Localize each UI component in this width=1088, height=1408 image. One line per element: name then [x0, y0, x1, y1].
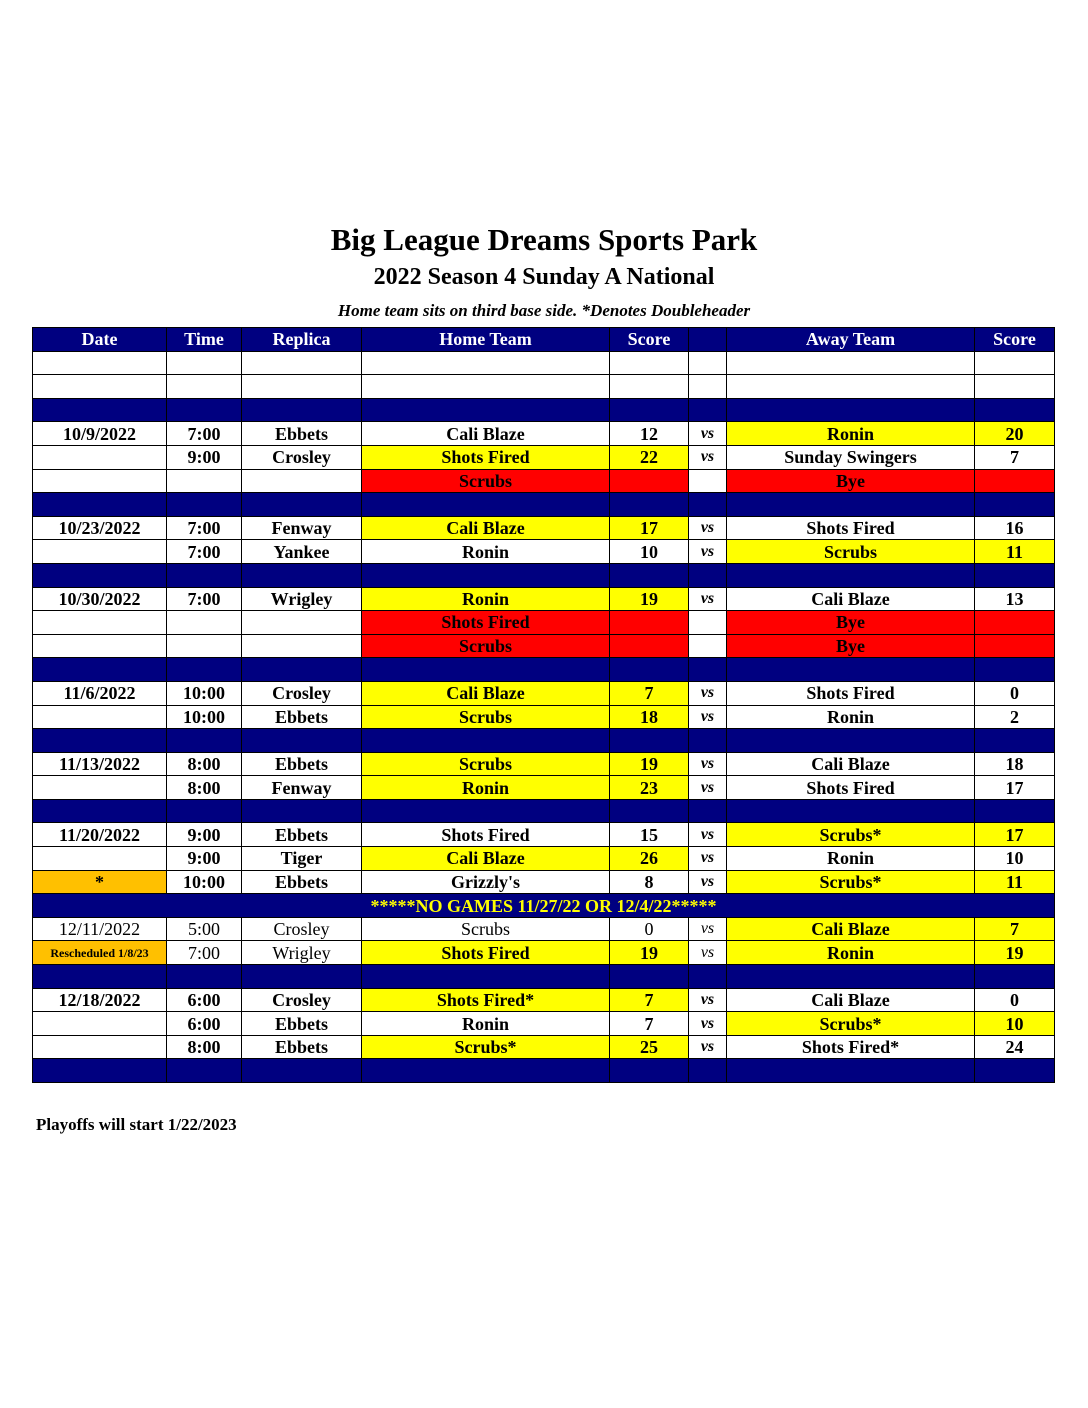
home-team-cell: Shots Fired: [362, 941, 610, 965]
home-team-cell: Scrubs: [362, 469, 610, 493]
empty-cell: [167, 563, 242, 587]
date-cell: 11/13/2022: [33, 752, 167, 776]
away-team-cell: Scrubs: [727, 540, 975, 564]
away-team-cell: Shots Fired: [727, 776, 975, 800]
away-score-cell: 10: [975, 1012, 1055, 1036]
time-cell: 8:00: [167, 776, 242, 800]
home-team-cell: Cali Blaze: [362, 516, 610, 540]
empty-cell: [610, 351, 689, 375]
replica-cell: Wrigley: [242, 587, 362, 611]
home-team-cell: Shots Fired*: [362, 988, 610, 1012]
home-score-cell: [610, 469, 689, 493]
replica-cell: Crosley: [242, 917, 362, 941]
home-team-cell: Scrubs: [362, 917, 610, 941]
replica-cell: Wrigley: [242, 941, 362, 965]
empty-cell: [167, 658, 242, 682]
vs-cell: vs: [689, 847, 727, 871]
replica-cell: [242, 469, 362, 493]
game-row: [33, 516, 1055, 540]
date-cell: [33, 540, 167, 564]
away-score-cell: [975, 611, 1055, 635]
replica-cell: Fenway: [242, 776, 362, 800]
empty-cell: [727, 351, 975, 375]
home-score-cell: 19: [610, 941, 689, 965]
game-row: [33, 422, 1055, 446]
empty-cell: [33, 965, 167, 989]
home-team-cell: Grizzly's: [362, 870, 610, 894]
game-row: [33, 705, 1055, 729]
separator-row: [33, 729, 1055, 753]
vs-cell: [689, 611, 727, 635]
away-team-cell: Cali Blaze: [727, 988, 975, 1012]
empty-cell: [33, 658, 167, 682]
empty-cell: [975, 351, 1055, 375]
home-score-cell: 18: [610, 705, 689, 729]
no-games-row: [33, 894, 1055, 918]
home-team-cell: Cali Blaze: [362, 422, 610, 446]
home-score-cell: [610, 634, 689, 658]
empty-cell: [689, 398, 727, 422]
away-score-cell: 19: [975, 941, 1055, 965]
away-score-cell: [975, 469, 1055, 493]
empty-cell: [727, 375, 975, 399]
empty-cell: [975, 375, 1055, 399]
away-team-cell: Scrubs*: [727, 870, 975, 894]
home-score-cell: 7: [610, 1012, 689, 1036]
time-cell: 10:00: [167, 870, 242, 894]
replica-cell: Ebbets: [242, 752, 362, 776]
vs-cell: vs: [689, 823, 727, 847]
game-row: [33, 776, 1055, 800]
empty-cell: [33, 563, 167, 587]
away-team-cell: Bye: [727, 611, 975, 635]
home-team-cell: Shots Fired: [362, 823, 610, 847]
date-cell: 12/18/2022: [33, 988, 167, 1012]
time-cell: 10:00: [167, 681, 242, 705]
time-cell: 8:00: [167, 752, 242, 776]
empty-cell: [33, 398, 167, 422]
replica-cell: [242, 611, 362, 635]
home-score-cell: 22: [610, 445, 689, 469]
empty-cell: [610, 729, 689, 753]
away-team-cell: Sunday Swingers: [727, 445, 975, 469]
away-score-cell: 11: [975, 870, 1055, 894]
empty-cell: [33, 1059, 167, 1083]
game-row: [33, 587, 1055, 611]
empty-cell: [33, 493, 167, 517]
time-cell: 10:00: [167, 705, 242, 729]
empty-cell: [610, 1059, 689, 1083]
empty-cell: [242, 563, 362, 587]
away-team-cell: Cali Blaze: [727, 917, 975, 941]
empty-cell: [689, 658, 727, 682]
bye-row: [33, 611, 1055, 635]
away-score-cell: 7: [975, 917, 1055, 941]
home-score-cell: 17: [610, 516, 689, 540]
column-header: Home Team: [362, 328, 610, 352]
vs-cell: vs: [689, 422, 727, 446]
away-team-cell: Bye: [727, 634, 975, 658]
empty-cell: [610, 658, 689, 682]
replica-cell: Tiger: [242, 847, 362, 871]
separator-row: [33, 799, 1055, 823]
page-title: Big League Dreams Sports Park: [330, 222, 758, 257]
away-score-cell: 13: [975, 587, 1055, 611]
home-team-cell: Scrubs*: [362, 1035, 610, 1059]
bye-row: [33, 469, 1055, 493]
away-team-cell: Scrubs*: [727, 1012, 975, 1036]
empty-cell: [727, 799, 975, 823]
time-cell: 9:00: [167, 823, 242, 847]
separator-row: [33, 965, 1055, 989]
empty-cell: [362, 1059, 610, 1083]
home-team-cell: Ronin: [362, 540, 610, 564]
away-score-cell: 7: [975, 445, 1055, 469]
date-cell: Rescheduled 1/8/23: [33, 941, 167, 965]
empty-cell: [167, 965, 242, 989]
replica-cell: Ebbets: [242, 705, 362, 729]
empty-cell: [362, 351, 610, 375]
vs-cell: vs: [689, 776, 727, 800]
time-cell: 9:00: [167, 847, 242, 871]
empty-cell: [727, 729, 975, 753]
away-team-cell: Ronin: [727, 941, 975, 965]
empty-cell: [689, 799, 727, 823]
blank-row: [33, 351, 1055, 375]
home-score-cell: 19: [610, 587, 689, 611]
vs-cell: vs: [689, 1012, 727, 1036]
home-score-cell: 8: [610, 870, 689, 894]
empty-cell: [167, 729, 242, 753]
game-row: [33, 847, 1055, 871]
home-team-cell: Ronin: [362, 1012, 610, 1036]
date-cell: *: [33, 870, 167, 894]
empty-cell: [167, 493, 242, 517]
empty-cell: [362, 799, 610, 823]
empty-cell: [167, 799, 242, 823]
time-cell: [167, 634, 242, 658]
replica-cell: Fenway: [242, 516, 362, 540]
empty-cell: [610, 398, 689, 422]
empty-cell: [689, 493, 727, 517]
away-team-cell: Bye: [727, 469, 975, 493]
column-header: Time: [167, 328, 242, 352]
empty-cell: [689, 965, 727, 989]
empty-cell: [362, 493, 610, 517]
empty-cell: [975, 563, 1055, 587]
blank-row: [33, 375, 1055, 399]
away-score-cell: 2: [975, 705, 1055, 729]
time-cell: 6:00: [167, 988, 242, 1012]
column-header: Away Team: [727, 328, 975, 352]
empty-cell: [689, 1059, 727, 1083]
empty-cell: [975, 658, 1055, 682]
column-header: Score: [975, 328, 1055, 352]
game-row: [33, 1035, 1055, 1059]
home-team-cell: Scrubs: [362, 752, 610, 776]
empty-cell: [242, 799, 362, 823]
game-row: [33, 823, 1055, 847]
date-cell: [33, 847, 167, 871]
away-team-cell: Cali Blaze: [727, 587, 975, 611]
away-score-cell: 0: [975, 988, 1055, 1012]
empty-cell: [727, 398, 975, 422]
empty-cell: [362, 729, 610, 753]
game-row: [33, 988, 1055, 1012]
game-row: [33, 941, 1055, 965]
date-cell: [33, 611, 167, 635]
empty-cell: [242, 375, 362, 399]
empty-cell: [33, 375, 167, 399]
away-score-cell: [975, 634, 1055, 658]
home-score-cell: 10: [610, 540, 689, 564]
empty-cell: [167, 351, 242, 375]
bye-row: [33, 634, 1055, 658]
replica-cell: [242, 634, 362, 658]
empty-cell: [242, 965, 362, 989]
empty-cell: [242, 729, 362, 753]
game-row: [33, 540, 1055, 564]
empty-cell: [689, 563, 727, 587]
replica-cell: Ebbets: [242, 422, 362, 446]
game-row: [33, 1012, 1055, 1036]
time-cell: 7:00: [167, 422, 242, 446]
date-cell: [33, 705, 167, 729]
empty-cell: [242, 658, 362, 682]
away-team-cell: Ronin: [727, 705, 975, 729]
game-row: [33, 445, 1055, 469]
empty-cell: [362, 658, 610, 682]
empty-cell: [727, 1059, 975, 1083]
away-score-cell: 11: [975, 540, 1055, 564]
date-cell: [33, 776, 167, 800]
replica-cell: Crosley: [242, 988, 362, 1012]
away-team-cell: Cali Blaze: [727, 752, 975, 776]
empty-cell: [689, 351, 727, 375]
away-team-cell: Shots Fired: [727, 681, 975, 705]
replica-cell: Ebbets: [242, 1012, 362, 1036]
home-score-cell: 0: [610, 917, 689, 941]
away-score-cell: 0: [975, 681, 1055, 705]
empty-cell: [610, 965, 689, 989]
empty-cell: [975, 398, 1055, 422]
away-team-cell: Ronin: [727, 422, 975, 446]
time-cell: 9:00: [167, 445, 242, 469]
empty-cell: [242, 1059, 362, 1083]
home-team-cell: Scrubs: [362, 705, 610, 729]
home-score-cell: 7: [610, 681, 689, 705]
empty-cell: [610, 493, 689, 517]
empty-cell: [362, 965, 610, 989]
game-row: [33, 681, 1055, 705]
empty-cell: [689, 375, 727, 399]
home-score-cell: 23: [610, 776, 689, 800]
home-team-cell: Shots Fired: [362, 445, 610, 469]
replica-cell: Crosley: [242, 681, 362, 705]
date-cell: 10/30/2022: [33, 587, 167, 611]
empty-cell: [610, 799, 689, 823]
empty-cell: [167, 375, 242, 399]
page-note: Home team sits on third base side. *Denotes Doubleheader: [337, 301, 751, 320]
column-header: [689, 328, 727, 352]
column-header: Score: [610, 328, 689, 352]
vs-cell: vs: [689, 752, 727, 776]
time-cell: 7:00: [167, 516, 242, 540]
home-team-cell: Ronin: [362, 587, 610, 611]
date-cell: 11/20/2022: [33, 823, 167, 847]
vs-cell: vs: [689, 516, 727, 540]
empty-cell: [362, 375, 610, 399]
empty-cell: [242, 351, 362, 375]
home-team-cell: Cali Blaze: [362, 681, 610, 705]
empty-cell: [727, 493, 975, 517]
game-row: [33, 752, 1055, 776]
empty-cell: [727, 965, 975, 989]
time-cell: [167, 611, 242, 635]
empty-cell: [167, 398, 242, 422]
page-subtitle: 2022 Season 4 Sunday A National: [373, 264, 715, 290]
away-team-cell: Shots Fired*: [727, 1035, 975, 1059]
home-score-cell: 25: [610, 1035, 689, 1059]
vs-cell: vs: [689, 870, 727, 894]
empty-cell: [975, 493, 1055, 517]
replica-cell: Ebbets: [242, 870, 362, 894]
empty-cell: [167, 1059, 242, 1083]
empty-cell: [242, 398, 362, 422]
empty-cell: [362, 398, 610, 422]
date-cell: 12/11/2022: [33, 917, 167, 941]
empty-cell: [975, 965, 1055, 989]
vs-cell: vs: [689, 917, 727, 941]
empty-cell: [975, 729, 1055, 753]
home-score-cell: 12: [610, 422, 689, 446]
time-cell: 7:00: [167, 540, 242, 564]
date-cell: [33, 469, 167, 493]
home-score-cell: 7: [610, 988, 689, 1012]
vs-cell: [689, 634, 727, 658]
home-score-cell: 15: [610, 823, 689, 847]
time-cell: 8:00: [167, 1035, 242, 1059]
empty-cell: [689, 729, 727, 753]
away-score-cell: 10: [975, 847, 1055, 871]
home-team-cell: Cali Blaze: [362, 847, 610, 871]
home-team-cell: Shots Fired: [362, 611, 610, 635]
away-score-cell: 18: [975, 752, 1055, 776]
schedule-table: [32, 327, 1055, 1083]
time-cell: [167, 469, 242, 493]
vs-cell: vs: [689, 705, 727, 729]
away-score-cell: 17: [975, 776, 1055, 800]
date-cell: 10/9/2022: [33, 422, 167, 446]
date-cell: [33, 445, 167, 469]
separator-row: [33, 398, 1055, 422]
no-games-note: *****NO GAMES 11/27/22 OR 12/4/22*****: [33, 894, 1055, 918]
away-score-cell: 16: [975, 516, 1055, 540]
empty-cell: [610, 375, 689, 399]
separator-row: [33, 658, 1055, 682]
time-cell: 7:00: [167, 587, 242, 611]
vs-cell: vs: [689, 681, 727, 705]
away-team-cell: Scrubs*: [727, 823, 975, 847]
away-team-cell: Ronin: [727, 847, 975, 871]
table-header-row: [33, 328, 1055, 352]
home-score-cell: 19: [610, 752, 689, 776]
replica-cell: Crosley: [242, 445, 362, 469]
empty-cell: [33, 799, 167, 823]
date-cell: 10/23/2022: [33, 516, 167, 540]
vs-cell: [689, 469, 727, 493]
separator-row: [33, 563, 1055, 587]
empty-cell: [362, 563, 610, 587]
empty-cell: [727, 563, 975, 587]
column-header: Replica: [242, 328, 362, 352]
empty-cell: [610, 563, 689, 587]
date-cell: 11/6/2022: [33, 681, 167, 705]
vs-cell: vs: [689, 1035, 727, 1059]
home-team-cell: Scrubs: [362, 634, 610, 658]
home-score-cell: 26: [610, 847, 689, 871]
replica-cell: Ebbets: [242, 1035, 362, 1059]
time-cell: 5:00: [167, 917, 242, 941]
separator-row: [33, 1059, 1055, 1083]
home-team-cell: Ronin: [362, 776, 610, 800]
vs-cell: vs: [689, 587, 727, 611]
empty-cell: [727, 658, 975, 682]
home-score-cell: [610, 611, 689, 635]
replica-cell: Ebbets: [242, 823, 362, 847]
empty-cell: [975, 1059, 1055, 1083]
time-cell: 6:00: [167, 1012, 242, 1036]
date-cell: [33, 1035, 167, 1059]
vs-cell: vs: [689, 540, 727, 564]
column-header: Date: [33, 328, 167, 352]
date-cell: [33, 634, 167, 658]
vs-cell: vs: [689, 941, 727, 965]
vs-cell: vs: [689, 988, 727, 1012]
empty-cell: [975, 799, 1055, 823]
separator-row: [33, 493, 1055, 517]
empty-cell: [242, 493, 362, 517]
empty-cell: [33, 351, 167, 375]
away-score-cell: 20: [975, 422, 1055, 446]
away-team-cell: Shots Fired: [727, 516, 975, 540]
game-row: [33, 917, 1055, 941]
game-row: [33, 870, 1055, 894]
vs-cell: vs: [689, 445, 727, 469]
replica-cell: Yankee: [242, 540, 362, 564]
away-score-cell: 24: [975, 1035, 1055, 1059]
date-cell: [33, 1012, 167, 1036]
away-score-cell: 17: [975, 823, 1055, 847]
empty-cell: [33, 729, 167, 753]
time-cell: 7:00: [167, 941, 242, 965]
playoffs-note: Playoffs will start 1/22/2023: [36, 1115, 237, 1134]
